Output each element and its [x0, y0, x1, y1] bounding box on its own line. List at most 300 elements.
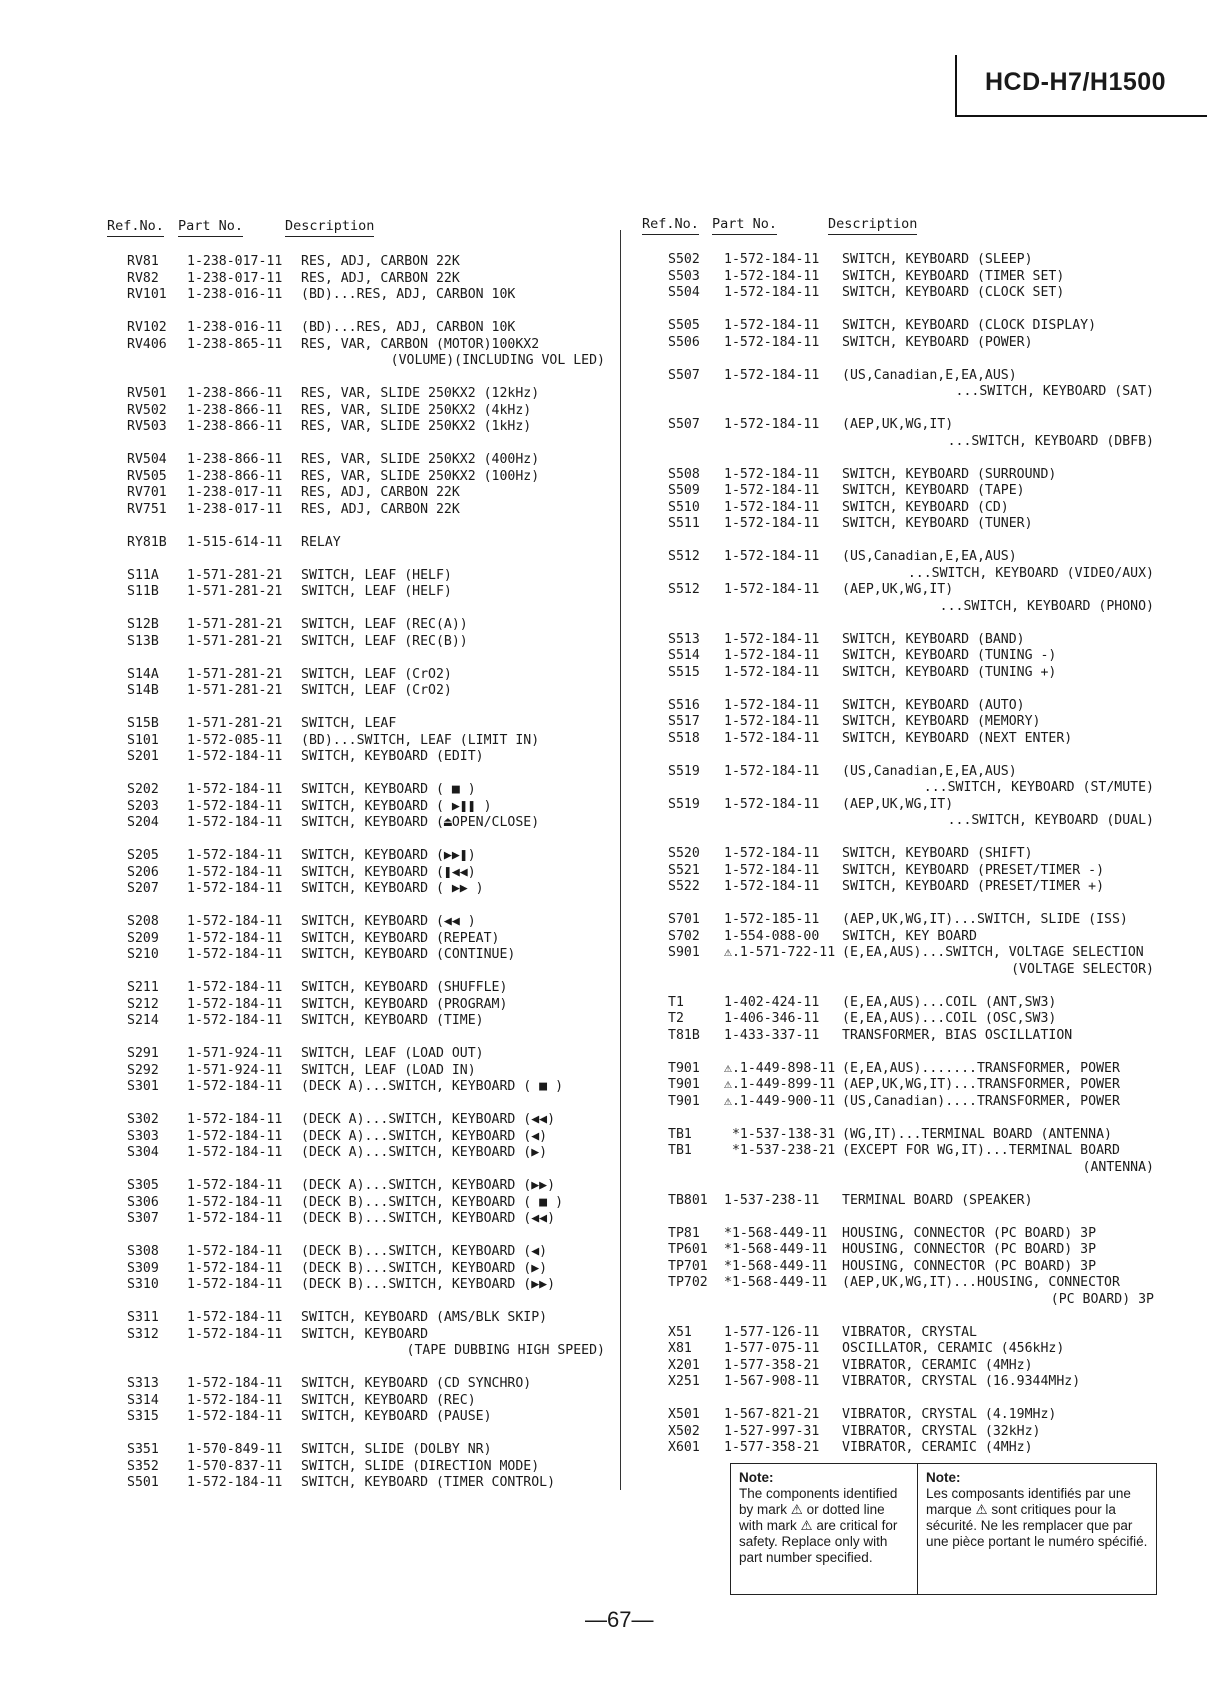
- description: (DECK B)...SWITCH, KEYBOARD (◀): [301, 1244, 548, 1259]
- part-group: [652, 1407, 1172, 1457]
- description: SWITCH, KEYBOARD (◀◀ ): [301, 914, 476, 929]
- part-no: 1-572-184-11: [187, 1211, 283, 1226]
- part-no: *1-537-238-21: [724, 1143, 836, 1158]
- part-no: 1-238-016-11: [187, 320, 283, 335]
- part-no: *1-568-449-11: [724, 1258, 828, 1274]
- part-no: 1-572-184-11: [187, 914, 283, 929]
- part-row: [652, 1440, 1172, 1457]
- part-row: [115, 419, 615, 436]
- part-row: [115, 865, 615, 882]
- ref-no: S206: [127, 864, 159, 880]
- part-row: [652, 1259, 1172, 1276]
- description-continuation: ...SWITCH, KEYBOARD (DUAL): [947, 813, 1154, 828]
- ref-no: S702: [668, 928, 700, 944]
- part-row-continuation: [652, 384, 1172, 401]
- part-no-header: Part No.: [178, 218, 243, 237]
- part-group: [115, 535, 615, 552]
- part-row: [115, 782, 615, 799]
- part-no: 1-572-184-11: [187, 1409, 283, 1424]
- part-no: 1-238-866-11: [187, 402, 283, 418]
- column-header: [642, 212, 1172, 252]
- description: SWITCH, LEAF: [301, 716, 397, 731]
- ref-no: S203: [127, 798, 159, 814]
- part-row: [652, 1424, 1172, 1441]
- part-no: 1-571-281-21: [187, 584, 283, 599]
- description: SWITCH, KEYBOARD (POWER): [842, 334, 1033, 350]
- part-no: 1-572-184-11: [724, 318, 820, 333]
- description: SWITCH, KEYBOARD (TIME): [301, 1013, 484, 1028]
- part-row: [115, 1195, 615, 1212]
- description-continuation: (VOLUME)(INCLUDING VOL LED): [390, 353, 605, 368]
- part-group: [652, 1193, 1172, 1210]
- ref-no: S519: [668, 763, 700, 779]
- ref-no: S303: [127, 1128, 159, 1144]
- part-no: 1-567-821-21: [724, 1407, 820, 1422]
- part-no: 1-577-358-21: [724, 1357, 820, 1373]
- description: SWITCH, LEAF (CrO2): [301, 666, 452, 682]
- description: SWITCH, KEYBOARD (AUTO): [842, 697, 1025, 713]
- part-row: [652, 368, 1172, 385]
- description: (AEP,UK,WG,IT)...SWITCH, SLIDE (ISS): [842, 912, 1128, 927]
- ref-no: T2: [668, 1011, 684, 1026]
- part-row: [115, 997, 615, 1014]
- ref-no-header: Ref.No.: [107, 218, 164, 237]
- parts-column-left: [107, 214, 615, 1508]
- part-row: [115, 1046, 615, 1063]
- ref-no: X81: [668, 1341, 692, 1356]
- part-group: [115, 1244, 615, 1294]
- description: SWITCH, KEYBOARD (TUNING -): [842, 648, 1057, 663]
- ref-no: X51: [668, 1324, 692, 1340]
- part-no: ⚠.1-449-898-11: [724, 1060, 836, 1076]
- description: SWITCH, KEYBOARD (⏏OPEN/CLOSE): [301, 815, 540, 830]
- part-no: 1-515-614-11: [187, 534, 283, 550]
- description: (EXCEPT FOR WG,IT)...TERMINAL BOARD: [842, 1143, 1120, 1158]
- note-title: Note:: [926, 1470, 961, 1485]
- description: SWITCH, KEYBOARD (CD): [842, 499, 1009, 515]
- ref-no: S201: [127, 749, 159, 764]
- part-no: 1-572-184-11: [724, 730, 820, 746]
- description-continuation: ...SWITCH, KEYBOARD (SAT): [955, 384, 1154, 399]
- part-no: 1-572-184-11: [187, 1178, 283, 1193]
- part-row: [115, 799, 615, 816]
- part-no: 1-572-184-11: [187, 782, 283, 797]
- description: RES, ADJ, CARBON 22K: [301, 501, 460, 517]
- part-group: [115, 667, 615, 700]
- part-row: [115, 1261, 615, 1278]
- description: SWITCH, KEYBOARD (CLOCK SET): [842, 285, 1065, 300]
- part-group: [652, 318, 1172, 351]
- part-no: 1-572-184-11: [187, 980, 283, 995]
- part-no: 1-571-281-21: [187, 567, 283, 583]
- part-row: [115, 1393, 615, 1410]
- part-no: 1-406-346-11: [724, 1011, 820, 1026]
- description: RES, VAR, CARBON (MOTOR)100KX2: [301, 336, 540, 352]
- part-group: [115, 254, 615, 304]
- part-group: [115, 1310, 615, 1360]
- part-row: [652, 912, 1172, 929]
- description-header: Description: [828, 216, 917, 235]
- ref-no: S517: [668, 714, 700, 729]
- part-group: [115, 386, 615, 436]
- part-row: [652, 1077, 1172, 1094]
- part-no: 1-572-184-11: [187, 1475, 283, 1490]
- part-row: [115, 1277, 615, 1294]
- part-no: 1-572-184-11: [724, 367, 820, 383]
- description: (DECK A)...SWITCH, KEYBOARD (▶▶): [301, 1178, 556, 1193]
- ref-no: S516: [668, 697, 700, 713]
- part-no: 1-572-184-11: [724, 879, 820, 894]
- part-no: 1-238-866-11: [187, 386, 283, 401]
- ref-no: S901: [668, 945, 700, 960]
- part-group: [115, 320, 615, 370]
- part-row-continuation: [652, 566, 1172, 583]
- description: RES, ADJ, CARBON 22K: [301, 485, 460, 500]
- part-row: [115, 1376, 615, 1393]
- part-row: [115, 848, 615, 865]
- part-no: 1-238-865-11: [187, 336, 283, 352]
- ref-no: RV82: [127, 270, 159, 286]
- description: (DECK A)...SWITCH, KEYBOARD ( ■ ): [301, 1079, 564, 1094]
- ref-no: S501: [127, 1475, 159, 1490]
- description: (AEP,UK,WG,IT)...TRANSFORMER, POWER: [842, 1077, 1120, 1092]
- description: (E,EA,AUS)...COIL (OSC,SW3): [842, 1011, 1057, 1026]
- ref-no: S204: [127, 815, 159, 830]
- part-row: [652, 945, 1172, 962]
- part-no: 1-402-424-11: [724, 994, 820, 1010]
- part-row: [652, 516, 1172, 533]
- note-english: [731, 1464, 917, 1594]
- part-no: 1-572-184-11: [724, 483, 820, 498]
- part-row: [652, 483, 1172, 500]
- ref-no: S210: [127, 947, 159, 962]
- ref-no: S502: [668, 252, 700, 267]
- part-no: 1-572-184-11: [724, 582, 820, 597]
- description: (DECK B)...SWITCH, KEYBOARD (◀◀): [301, 1211, 556, 1226]
- ref-no: X502: [668, 1423, 700, 1439]
- part-row-continuation: [652, 434, 1172, 451]
- part-row: [115, 980, 615, 997]
- part-row: [115, 617, 615, 634]
- description: RES, VAR, SLIDE 250KX2 (100Hz): [301, 468, 540, 484]
- ref-no: S13B: [127, 633, 159, 649]
- part-no: 1-572-184-11: [187, 1260, 283, 1276]
- ref-no: S292: [127, 1062, 159, 1078]
- part-no: 1-572-184-11: [187, 1392, 283, 1408]
- part-row: [115, 947, 615, 964]
- part-no: 1-572-184-11: [724, 846, 820, 861]
- description: (E,EA,AUS)...COIL (ANT,SW3): [842, 994, 1057, 1010]
- ref-no: S507: [668, 367, 700, 383]
- part-row: [115, 1310, 615, 1327]
- part-no: ⚠.1-449-900-11: [724, 1093, 836, 1109]
- description: SWITCH, KEYBOARD (MEMORY): [842, 714, 1041, 729]
- part-row: [115, 815, 615, 832]
- part-row: [652, 698, 1172, 715]
- part-no: 1-572-184-11: [724, 862, 820, 878]
- part-row: [115, 1475, 615, 1492]
- ref-no: RV751: [127, 501, 167, 517]
- description: (US,Canadian)....TRANSFORMER, POWER: [842, 1093, 1120, 1109]
- part-no: 1-572-184-11: [187, 798, 283, 814]
- part-row: [652, 665, 1172, 682]
- description: SWITCH, KEYBOARD (CD SYNCHRO): [301, 1376, 532, 1391]
- part-no: 1-571-281-21: [187, 633, 283, 649]
- description: VIBRATOR, CRYSTAL: [842, 1324, 977, 1340]
- part-row: [652, 1407, 1172, 1424]
- part-row: [652, 846, 1172, 863]
- part-group: [115, 1178, 615, 1228]
- part-no: 1-571-281-21: [187, 683, 283, 698]
- part-row: [652, 1374, 1172, 1391]
- part-row: [652, 731, 1172, 748]
- part-no: 1-572-184-11: [187, 1244, 283, 1259]
- description: RELAY: [301, 534, 341, 550]
- part-row: [652, 863, 1172, 880]
- part-row: [115, 914, 615, 931]
- part-row: [652, 1061, 1172, 1078]
- description-continuation: ...SWITCH, KEYBOARD (PHONO): [939, 598, 1154, 614]
- description: SWITCH, KEYBOARD (PAUSE): [301, 1409, 492, 1424]
- ref-no: TP601: [668, 1242, 708, 1257]
- part-row: [115, 271, 615, 288]
- part-group: [115, 452, 615, 518]
- ref-no: S518: [668, 730, 700, 746]
- description: SWITCH, KEYBOARD ( ▶❚❚ ): [301, 798, 492, 814]
- part-group: [115, 716, 615, 766]
- ref-no: RY81B: [127, 534, 167, 550]
- note-french: [917, 1464, 1156, 1594]
- description: SWITCH, KEYBOARD (EDIT): [301, 749, 484, 764]
- part-row: [115, 1442, 615, 1459]
- part-no: 1-567-908-11: [724, 1374, 820, 1389]
- part-no: 1-572-184-11: [187, 1079, 283, 1094]
- part-row: [652, 1358, 1172, 1375]
- description: (US,Canadian,E,EA,AUS): [842, 549, 1017, 564]
- part-no: 1-571-281-21: [187, 666, 283, 682]
- ref-no: RV101: [127, 287, 167, 302]
- ref-no: S508: [668, 466, 700, 482]
- part-no: 1-572-184-11: [187, 1326, 283, 1342]
- part-no: 1-238-017-11: [187, 270, 283, 286]
- part-no: 1-577-075-11: [724, 1341, 820, 1356]
- ref-no: S510: [668, 499, 700, 515]
- part-group: [652, 252, 1172, 302]
- description: SWITCH, KEYBOARD (AMS/BLK SKIP): [301, 1310, 548, 1325]
- ref-no: S212: [127, 996, 159, 1012]
- part-no: *1-568-449-11: [724, 1275, 828, 1290]
- part-no: 1-238-866-11: [187, 468, 283, 484]
- part-row: [652, 995, 1172, 1012]
- part-row: [115, 254, 615, 271]
- model-title: HCD-H7/H1500: [985, 68, 1167, 96]
- part-row: [115, 1145, 615, 1162]
- part-row: [652, 285, 1172, 302]
- ref-no: S313: [127, 1376, 159, 1391]
- part-row: [115, 452, 615, 469]
- part-row: [652, 929, 1172, 946]
- part-no: 1-572-184-11: [724, 516, 820, 531]
- ref-no: S522: [668, 879, 700, 894]
- part-no: 1-572-085-11: [187, 732, 283, 748]
- part-no: 1-572-184-11: [724, 648, 820, 663]
- ref-no: S315: [127, 1409, 159, 1424]
- description-continuation: ...SWITCH, KEYBOARD (DBFB): [947, 433, 1154, 449]
- ref-no: S214: [127, 1013, 159, 1028]
- ref-no: X501: [668, 1407, 700, 1422]
- part-group: [115, 848, 615, 898]
- description: HOUSING, CONNECTOR (PC BOARD) 3P: [842, 1242, 1097, 1257]
- part-no: 1-572-184-11: [724, 664, 820, 680]
- description: HOUSING, CONNECTOR (PC BOARD) 3P: [842, 1258, 1097, 1274]
- ref-no: S14A: [127, 666, 159, 682]
- part-row: [652, 1193, 1172, 1210]
- part-no: 1-572-184-11: [724, 697, 820, 713]
- description: SWITCH, KEYBOARD (NEXT ENTER): [842, 730, 1073, 746]
- part-no: 1-572-184-11: [187, 947, 283, 962]
- description: RES, VAR, SLIDE 250KX2 (12kHz): [301, 386, 540, 401]
- part-row-continuation: [652, 599, 1172, 616]
- part-no: 1-572-184-11: [724, 631, 820, 647]
- part-row: [115, 1013, 615, 1030]
- part-group: [115, 568, 615, 601]
- part-row: [115, 403, 615, 420]
- ref-no: S503: [668, 268, 700, 284]
- ref-no: S509: [668, 483, 700, 498]
- ref-no: S305: [127, 1178, 159, 1193]
- part-row: [652, 1325, 1172, 1342]
- ref-no: T901: [668, 1093, 700, 1109]
- part-row: [115, 287, 615, 304]
- ref-no: T81B: [668, 1027, 700, 1043]
- part-no: 1-572-184-11: [187, 1128, 283, 1144]
- part-row: [115, 1327, 615, 1344]
- part-no: 1-572-184-11: [187, 1376, 283, 1391]
- part-no: *1-568-449-11: [724, 1225, 828, 1241]
- description: SWITCH, KEYBOARD ( ■ ): [301, 782, 476, 797]
- ref-no: X251: [668, 1374, 700, 1389]
- description: (DECK B)...SWITCH, KEYBOARD ( ■ ): [301, 1194, 564, 1210]
- description: (E,EA,AUS).......TRANSFORMER, POWER: [842, 1060, 1120, 1076]
- part-group: [115, 1112, 615, 1162]
- part-row: [652, 269, 1172, 286]
- part-group: [115, 1442, 615, 1492]
- description: (US,Canadian,E,EA,AUS): [842, 763, 1017, 779]
- ref-no: S14B: [127, 683, 159, 698]
- ref-no: S351: [127, 1442, 159, 1457]
- part-no: ⚠.1-571-722-11: [724, 945, 836, 960]
- ref-no: S520: [668, 846, 700, 861]
- part-group: [652, 995, 1172, 1045]
- part-no: 1-572-184-11: [187, 864, 283, 880]
- part-group: [652, 846, 1172, 896]
- part-no: 1-572-184-11: [187, 1112, 283, 1127]
- part-row: [115, 535, 615, 552]
- part-row: [115, 568, 615, 585]
- ref-no: RV701: [127, 485, 167, 500]
- description: SWITCH, KEYBOARD (▶▶❚): [301, 848, 476, 863]
- ref-no: S505: [668, 318, 700, 333]
- part-row: [652, 1094, 1172, 1111]
- part-no: 1-572-184-11: [724, 334, 820, 350]
- part-row: [115, 881, 615, 898]
- part-row: [652, 467, 1172, 484]
- part-no: 1-238-866-11: [187, 452, 283, 467]
- ref-no: X601: [668, 1440, 700, 1455]
- description: SWITCH, KEYBOARD (TIMER CONTROL): [301, 1475, 556, 1490]
- description: SWITCH, LEAF (REC(A)): [301, 617, 468, 632]
- part-no: 1-572-184-11: [724, 549, 820, 564]
- ref-no: S211: [127, 980, 159, 995]
- part-group: [115, 617, 615, 650]
- part-row: [652, 335, 1172, 352]
- part-row: [652, 1143, 1172, 1160]
- description: (DECK A)...SWITCH, KEYBOARD (◀): [301, 1128, 548, 1144]
- description: (BD)...SWITCH, LEAF (LIMIT IN): [301, 732, 540, 748]
- description: SWITCH, KEYBOARD (PRESET/TIMER -): [842, 862, 1105, 878]
- ref-no: TB1: [668, 1143, 692, 1158]
- ref-no: RV503: [127, 419, 167, 434]
- description: RES, VAR, SLIDE 250KX2 (1kHz): [301, 419, 532, 434]
- ref-no: TP702: [668, 1275, 708, 1290]
- description: SWITCH, LEAF (CrO2): [301, 683, 452, 698]
- description: (DECK B)...SWITCH, KEYBOARD (▶▶): [301, 1277, 556, 1292]
- ref-no: S311: [127, 1310, 159, 1325]
- part-row: [115, 931, 615, 948]
- ref-no: S513: [668, 631, 700, 647]
- description: SWITCH, KEYBOARD (SHIFT): [842, 846, 1033, 861]
- description: SWITCH, KEYBOARD (REPEAT): [301, 930, 500, 946]
- part-row: [115, 716, 615, 733]
- part-no: 1-572-184-11: [187, 930, 283, 946]
- part-row: [115, 749, 615, 766]
- description: HOUSING, CONNECTOR (PC BOARD) 3P: [842, 1225, 1097, 1241]
- part-row: [652, 1242, 1172, 1259]
- ref-no: S314: [127, 1392, 159, 1408]
- part-row-continuation: [652, 1160, 1172, 1177]
- part-group: [652, 1127, 1172, 1177]
- ref-no: S515: [668, 664, 700, 680]
- part-no: 1-577-126-11: [724, 1324, 820, 1340]
- ref-no: S309: [127, 1260, 159, 1276]
- description: (DECK B)...SWITCH, KEYBOARD (▶): [301, 1260, 548, 1276]
- part-row: [652, 252, 1172, 269]
- part-row: [652, 1011, 1172, 1028]
- description: SWITCH, LEAF (HELF): [301, 567, 452, 583]
- ref-no: S512: [668, 582, 700, 597]
- part-no: 1-238-017-11: [187, 485, 283, 500]
- description: (WG,IT)...TERMINAL BOARD (ANTENNA): [842, 1126, 1112, 1142]
- part-no: 1-527-997-31: [724, 1423, 820, 1439]
- ref-no: S701: [668, 912, 700, 927]
- part-no: 1-570-837-11: [187, 1458, 283, 1474]
- part-no: 1-572-184-11: [187, 848, 283, 863]
- part-no: 1-572-184-11: [187, 1013, 283, 1028]
- ref-no: RV406: [127, 336, 167, 352]
- part-row: [115, 469, 615, 486]
- ref-no: S301: [127, 1079, 159, 1094]
- part-row: [115, 320, 615, 337]
- ref-no: S521: [668, 862, 700, 878]
- part-row: [652, 1127, 1172, 1144]
- ref-no: S11A: [127, 567, 159, 583]
- ref-no: S209: [127, 930, 159, 946]
- ref-no: S352: [127, 1458, 159, 1474]
- description: VIBRATOR, CRYSTAL (4.19MHz): [842, 1407, 1057, 1422]
- part-no: 1-571-924-11: [187, 1062, 283, 1078]
- description: (AEP,UK,WG,IT): [842, 417, 954, 432]
- part-row: [115, 584, 615, 601]
